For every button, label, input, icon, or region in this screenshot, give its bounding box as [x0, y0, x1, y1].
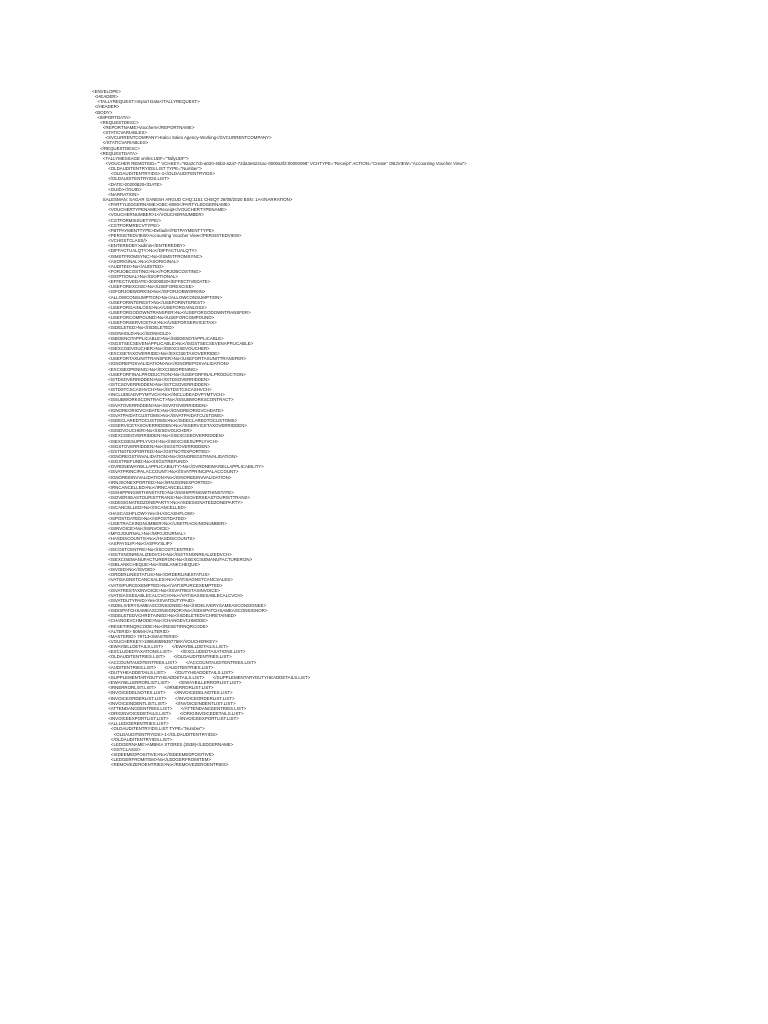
- xml-line: <CHANGEVCHMODE>No</CHANGEVCHMODE>: [108, 618, 208, 624]
- xml-line: <ISISDVOUCHER>No</ISISDVOUCHER>: [108, 428, 193, 434]
- xml-line: <MASTERID> 79713</MASTERID>: [108, 633, 179, 639]
- xml-line: <REMOVEZEROENTRIES>No</REMOVEZEROENTRIES>: [110, 762, 229, 768]
- xml-line: <IGNOREEINVVALIDATION>No</IGNOREEINVVALIDATION>: [108, 474, 232, 480]
- xml-line: <HEADER>: [94, 94, 119, 100]
- xml-line: <DIFFACTUALQTY>No</DIFFACTUALQTY>: [108, 248, 197, 254]
- xml-line: <RESETIRNQRCODE>No</RESETIRNQRCODE>: [108, 623, 209, 629]
- xml-line: <ISSERVICETAXOVERRIDDEN>No</ISSERVICETAXOVERRIDDEN>: [108, 423, 247, 429]
- xml-line: <VATISPURCEXEMPTED>No</VATISPURCEXEMPTED>: [108, 582, 223, 588]
- xml-line: <ISPOSTDATED>No</ISPOSTDATED>: [108, 515, 187, 521]
- xml-line: <ISGSTREFUND>No</ISGSTREFUND>: [108, 459, 189, 465]
- xml-line: <USEFOREXCISE>No</USEFOREXCISE>: [108, 284, 195, 290]
- xml-line: <ISONHOLD>No</ISONHOLD>: [108, 330, 172, 336]
- xml-line: <EFFECTIVEDATE>20200820</EFFECTIVEDATE>: [108, 279, 211, 285]
- xml-line: <OLDAUDITENTRYIDS.LIST TYPE="Number">: [108, 166, 202, 172]
- xml-line: <ALTERID> 80694</ALTERID>: [108, 628, 170, 634]
- xml-line: <IRNJSONEXPORTED>No</IRNJSONEXPORTED>: [108, 479, 212, 485]
- xml-line: <INVOICEEXPORTLIST.LIST> </INVOICEEXPORTLIST.LIST>: [108, 716, 239, 722]
- xml-document: [0, 89, 768, 768]
- xml-line: <ISTDSTCSCASHVCH>No</ISTDSTCSCASHVCH>: [108, 387, 212, 393]
- xml-line: <ATTENDANCEENTRIES.LIST> </ATTENDANCEENTRIES.LIST>: [108, 705, 247, 711]
- xml-line: <FORJOBCOSTING>No</FORJOBCOSTING>: [108, 268, 201, 274]
- xml-line: <EWAYBILLERRORLIST.LIST> </EWAYBILLERRORLIST.LIST>: [108, 680, 242, 686]
- xml-line: <ISCANCELLED>No</ISCANCELLED>: [108, 505, 187, 511]
- xml-line: <ENTEREDBY>admin</ENTEREDBY>: [108, 243, 186, 249]
- xml-line: <ISTDSOVERRIDDEN>No</ISTDSOVERRIDDEN>: [108, 376, 210, 382]
- xml-line: <MFGJOURNAL>No</MFGJOURNAL>: [108, 531, 186, 537]
- xml-line: <ALLLEDGERENTRIES.LIST>: [108, 721, 169, 727]
- xml-line: <HASCASHFLOW>Yes</HASCASHFLOW>: [108, 510, 195, 516]
- xml-line: <PERSISTEDVIEW>Accounting Voucher View</PERSISTEDVIEW>: [108, 232, 242, 238]
- xml-line: <IMPORTDATA>: [97, 114, 131, 120]
- xml-line: <HASDISCOUNTS>No</HASDISCOUNTS>: [108, 536, 196, 542]
- xml-line: <GSTCLASS/>: [110, 747, 141, 752]
- xml-line: <OVRDNEWAYBILLAPPLICABILITY>No</OVRDNEWAYBILLAPPLICABILITY>: [108, 464, 264, 470]
- xml-line: <ISVATPRINCIPALACCOUNT>No</ISVATPRINCIPALACCOUNT>: [108, 469, 239, 475]
- xml-line: <VOUCHERKEY>188648595357768</VOUCHERKEY>: [108, 639, 218, 645]
- xml-line: <IGNOREGSTINVALIDATION>No</IGNOREGSTINVALIDATION>: [108, 453, 238, 459]
- xml-line: <GUID></GUID>: [108, 186, 142, 192]
- xml-line: <ISBOENOTAPPLICABLE>No</ISBOENOTAPPLICABLE>: [108, 335, 224, 341]
- xml-line: <ENVELOPE>: [92, 89, 121, 94]
- xml-line: </REQUESTDESC>: [100, 145, 140, 151]
- xml-line: <STATICVARIABLES>: [102, 130, 147, 136]
- xml-line: <EWAYBILLDETAILS.LIST> </EWAYBILLDETAILS.LIST>: [108, 644, 229, 650]
- xml-line: <ISDEEMEDPOSITIVE>No</ISDEEMEDPOSITIVE>: [110, 752, 215, 758]
- xml-line: <ISDELETEDVCHRETAINED>No</ISDELETEDVCHRETAINED>: [108, 613, 237, 619]
- xml-line: <ISOPTIONAL>No</ISOPTIONAL>: [108, 274, 178, 280]
- xml-line: <ISSUBWORKSCONTRACT>No</ISSUBWORKSCONTRACT>: [108, 397, 234, 403]
- xml-line: <IGNOREPOSVALIDATION>No</IGNOREPOSVALIDATION>: [108, 361, 230, 367]
- xml-line: <USEFORINTEREST>No</USEFORINTEREST>: [108, 299, 206, 305]
- xml-line: <OLDAUDITENTRYIDS>-1</OLDAUDITENTRYIDS>: [113, 731, 218, 737]
- xml-line: </STATICVARIABLES>: [102, 140, 149, 146]
- xml-line: <ISGSTSECSEVENAPPLICABLE>No</ISGSTSECSEVENAPPLICABLE>: [108, 340, 254, 346]
- xml-line: <ISTCSOVERRIDDEN>No</ISTCSOVERRIDDEN>: [108, 382, 210, 388]
- xml-line: <ISDISPATCHSAMEASCONSIGNOR>No</ISDISPATCHSAMEASCONSIGNOR>: [108, 608, 268, 614]
- xml-line: <EXCISEOPENING>No</EXCISEOPENING>: [108, 366, 198, 372]
- xml-line: <EXCISETAXOVERRIDE>No</EXCISETAXOVERRIDE>: [108, 351, 220, 357]
- xml-line: <ISVATPAIDATCUSTOMS>No</ISVATPAIDATCUSTOMS>: [108, 412, 224, 418]
- xml-line: <ISVATDUTYPAID>Yes</ISVATDUTYPAID>: [108, 597, 195, 603]
- xml-line: <IRNCANCELLED>No</IRNCANCELLED>: [108, 484, 194, 490]
- xml-line: </HEADER>: [94, 104, 120, 110]
- xml-line: <ISEXCISEMANUFACTURERON>No</ISEXCISEMANUFACTURERON>: [108, 556, 253, 562]
- xml-line: <ISEXCISEOVERRIDDEN>No</ISEXCISEOVERRIDDEN>: [108, 433, 225, 439]
- xml-line: <ISDELETED>No</ISDELETED>: [108, 325, 175, 331]
- xml-line: <USEFORTAXUNITTRANSFER>No</USEFORTAXUNITTRANSFER>: [108, 356, 246, 362]
- xml-line: <ISFORJOBWORKIN>No</ISFORJOBWORKIN>: [108, 289, 206, 295]
- xml-line: <DUTYHEADDETAILS.LIST> </DUTYHEADDETAILS.LIST>: [108, 669, 234, 675]
- xml-line: <VOUCHERTYPENAME>Receipt</VOUCHERTYPENAME>: [108, 207, 227, 213]
- xml-line: <LEDGERFROMITEM>No</LEDGERFROMITEM>: [110, 757, 211, 763]
- xml-line: <VATISASSESABLECALCVCH>No</VATISASSESABLECALCVCH>: [108, 592, 244, 598]
- xml-line: <TALLYMESSAGE xmlns:UDF="TallyUDF">: [102, 155, 189, 161]
- xml-line: </OLDAUDITENTRYIDS.LIST>: [110, 736, 173, 742]
- xml-line: <USEFORFINALPRODUCTION>No</USEFORFINALPRODUCTION>: [108, 371, 246, 377]
- xml-line: <ISVATOVERRIDDEN>No</ISVATOVERRIDDEN>: [108, 402, 208, 408]
- xml-line: <INVOICEINDENTLIST.LIST> </INVOICEINDENTLIST.LIST>: [108, 700, 236, 706]
- xml-line: <ISDECLAREDTOCUSTOMS>No</ISDECLAREDTOCUSTOMS>: [108, 418, 238, 423]
- xml-line: <ISCOSTCENTRE>No</ISCOSTCENTRE>: [108, 546, 195, 552]
- xml-line: <REQUESTDATA>: [100, 150, 138, 156]
- xml-line: <VOUCHERNUMBER>1</VOUCHERNUMBER>: [108, 212, 205, 218]
- xml-line: <ISSTXNONREALIZEDVCH>No</ISSTXNONREALIZEDVCH>: [108, 551, 232, 557]
- xml-line: <INVOICEORDERLIST.LIST> </INVOICEORDERLIST.LIST>: [108, 695, 235, 701]
- xml-line: <ACCOUNTAUDITENTRIES.LIST> </ACCOUNTAUDITENTRIES.LIST>: [108, 659, 257, 665]
- xml-line: <PARTYLEDGERNAME>OBC-8080</PARTYLEDGERNAME>: [108, 202, 231, 208]
- xml-line: <USEFORSERVICETAX>No</USEFORSERVICETAX>: [108, 320, 217, 326]
- xml-line: <ISDESIGNATEDZONEPARTY>No</ISDESIGNATEDZONEPARTY>: [108, 500, 243, 506]
- xml-line: <ASPAYSLIP>No</ASPAYSLIP>: [108, 541, 173, 547]
- xml-line: <ASORIGINAL>No</ASORIGINAL>: [108, 258, 179, 264]
- xml-line: <ORIGINVOICEDETAILS.LIST> </ORIGINVOICEDETAILS.LIST>: [108, 711, 244, 717]
- xml-line: <SVCURRENTCOMPANY>Kalco Sales Agency-Working</SVCURRENTCOMPANY>: [105, 135, 272, 141]
- xml-line: <REPORTNAME>Vouchers</REPORTNAME>: [102, 124, 195, 130]
- xml-line: <INCLUDEADVPYMTVCH>No</INCLUDEADVPYMTVCH>: [108, 392, 225, 398]
- xml-line: <ISGSTOVERRIDDEN>No</ISGSTOVERRIDDEN>: [108, 443, 211, 449]
- xml-line: <USEFORCOMPOUND>No</USEFORCOMPOUND>: [108, 315, 215, 321]
- xml-line: <OLDAUDITENTRYIDS.LIST TYPE="Number">: [110, 726, 205, 732]
- xml-line: <ALLOWCONSUMPTION>No</ALLOWCONSUMPTION>: [108, 294, 222, 300]
- xml-line: <IGNOREORIGVCHDATE>No</IGNOREORIGVCHDATE>: [108, 407, 224, 413]
- xml-line: <OLDAUDITENTRIES.LIST> </OLDAUDITENTRIES.LIST>: [108, 654, 232, 660]
- xml-line: <ISEXCISEVOUCHER>No</ISEXCISEVOUCHER>: [108, 346, 210, 352]
- xml-line: <SUPPLEMENTARYDUTYHEADDETAILS.LIST> </SUPPLEMENTARYDUTYHEADDETAILS.LIST>: [108, 675, 311, 681]
- xml-line: <ISDELIVERYSAMEASCONSIGNEE>No</ISDELIVERYSAMEASCONSIGNEE>: [108, 603, 267, 609]
- xml-line: <VOUCHER REMOTEID="" VCHKEY="92a2c7cb-a020-46b3-a2a7-72da3e6221ac-0000a3f2:00000098" VCHTYPE="Receipt" ACTION="Create" OBJVIEW="Accounting Voucher View">: [105, 160, 467, 166]
- xml-line: <INVOICEDELNOTES.LIST> </INVOICEDELNOTES.LIST>: [108, 690, 233, 696]
- xml-line: <ISMSTFROMSYNC>No</ISMSTFROMSYNC>: [108, 253, 203, 259]
- xml-line: <ISSHIPPINGWITHINSTATE>No</ISSHIPPINGWITHINSTATE>: [108, 489, 234, 495]
- xml-line: <LEDGERNAME>AMBIKA STORES (2538)</LEDGERNAME>: [110, 741, 234, 747]
- xml-line: <ISVATRESTAXINVOICE>No</ISVATRESTAXINVOICE>: [108, 587, 220, 593]
- xml-line: <ISINVOICE>No</ISINVOICE>: [108, 525, 170, 531]
- xml-line: </OLDAUDITENTRYIDS.LIST>: [108, 176, 170, 182]
- xml-line: <IRNERRORLIST.LIST> </IRNERRORLIST.LIST>: [108, 685, 214, 691]
- xml-line: <USEFORGAINLOSS>No</USEFORGAINLOSS>: [108, 304, 207, 310]
- xml-line: <CSTFORMRECVTYPE/>: [108, 222, 160, 228]
- xml-line: <AUDITED>No</AUDITED>: [108, 263, 164, 269]
- xml-line: <ISBLANKCHEQUE>No</ISBLANKCHEQUE>: [108, 561, 200, 567]
- xml-line: <ISEXCISESUPPLYVCH>No</ISEXCISESUPPLYVCH>: [108, 438, 219, 444]
- xml-line: <AUDITENTRIES.LIST> </AUDITENTRIES.LIST>: [108, 664, 214, 670]
- xml-line: SALESMAN: SAGAR GANESH ARGUD CHQ:1151 CHEQT 28/08/2020 BSN: 1A</NARRATION>: [102, 196, 293, 202]
- xml-line: <VATISAGNSTCANCSALES>No</VATISAGNSTCANCSALES>: [108, 577, 233, 583]
- xml-line: <USETRACKINGNUMBER>No</USETRACKINGNUMBER>: [108, 520, 227, 526]
- xml-line: <USEFORGODOWNTRANSFER>No</USEFORGODOWNTRANSFER>: [108, 310, 251, 316]
- xml-line: <NARRATION>: [108, 191, 139, 197]
- xml-line: <EXCLUDEDTAXATIONS.LIST> </EXCLUDEDTAXATIONS.LIST>: [108, 649, 246, 655]
- xml-line: <REQUESTDESC>: [100, 119, 139, 125]
- xml-line: <ISVOID>No</ISVOID>: [108, 567, 156, 573]
- xml-line: <TALLYREQUEST>Import Data</TALLYREQUEST>: [97, 99, 200, 105]
- xml-line: <FBTPAYMENTTYPE>Default</FBTPAYMENTTYPE>: [108, 227, 215, 233]
- xml-line: <DATE>20200820</DATE>: [108, 181, 162, 187]
- xml-line: <VCHGSTCLASS/>: [108, 238, 148, 244]
- xml-line: <OLDAUDITENTRYIDS>-1</OLDAUDITENTRYIDS>: [110, 171, 215, 177]
- xml-line: <ORDERLINESTATUS>No</ORDERLINESTATUS>: [108, 572, 210, 578]
- xml-line: <CSTFORMISSUETYPE/>: [108, 217, 161, 223]
- xml-line: <BODY>: [94, 109, 113, 115]
- xml-line: <ISOVERSEASTOURISTTRANS>No</ISOVERSEASTOURISTTRANS>: [108, 495, 251, 501]
- xml-line: <GSTNOTEXPORTED>No</GSTNOTEXPORTED>: [108, 448, 211, 454]
